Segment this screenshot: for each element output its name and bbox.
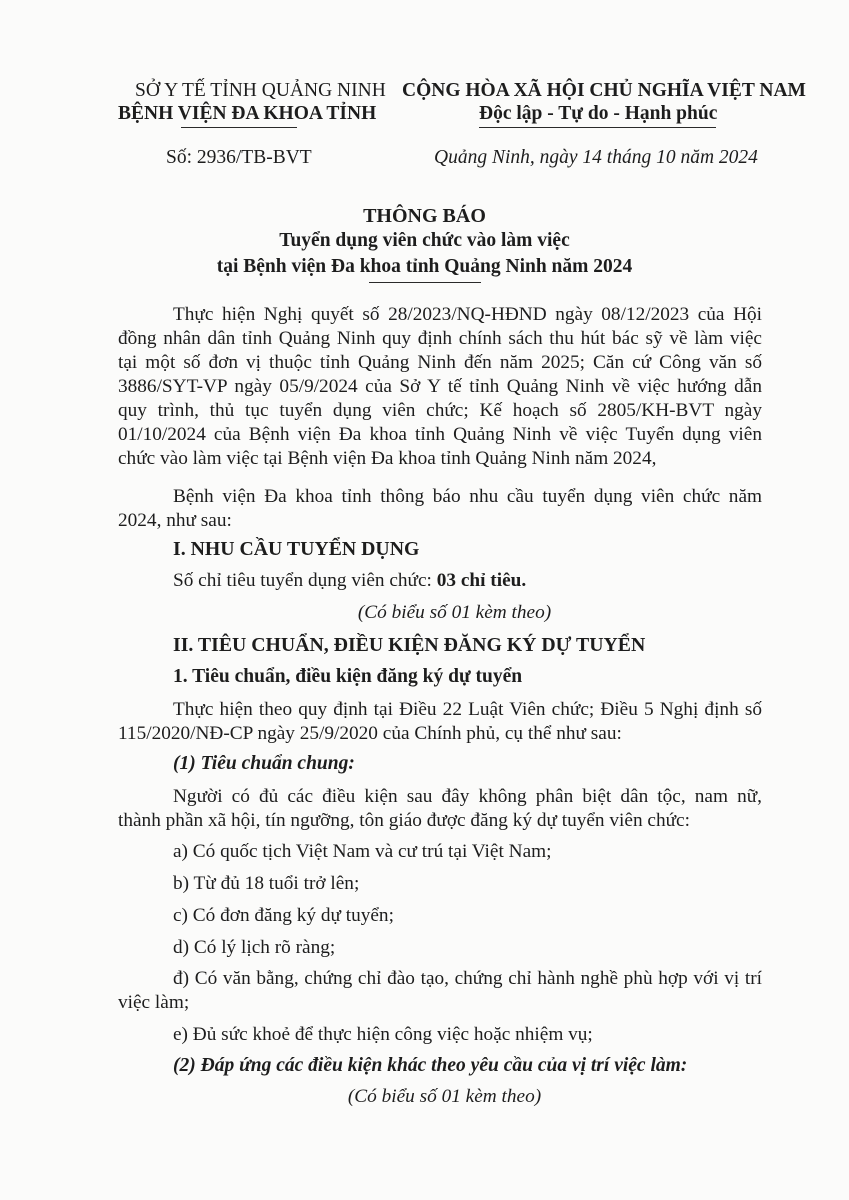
criteria-item: c) Có đơn đăng ký dự tuyển; <box>173 905 394 926</box>
intro-line: Bệnh viện Đa khoa tỉnh thông báo nhu cầu tuyển dụng viên chức năm <box>173 486 762 507</box>
intro-line: đồng nhân dân tỉnh Quảng Ninh quy định chính sách thu hút bác sỹ về làm việc <box>118 328 762 349</box>
criteria-item: b) Từ đủ 18 tuổi trở lên; <box>173 873 360 894</box>
document-title: THÔNG BÁO <box>363 205 486 227</box>
other-criteria-note: (Có biểu số 01 kèm theo) <box>347 1086 542 1107</box>
criteria-item: đ) Có văn bằng, chứng chỉ đào tạo, chứng chỉ hành nghề phù hợp với vị trí <box>173 968 762 989</box>
section-2-text: 115/2020/NĐ-CP ngày 25/9/2020 của Chính phủ, cụ thể như sau: <box>118 723 622 744</box>
title-underline <box>369 282 481 283</box>
other-criteria-title: (2) Đáp ứng các điều kiện khác theo yêu cầu của vị trí việc làm: <box>173 1055 688 1076</box>
intro-line: 3886/SYT-VP ngày 05/9/2024 của Sở Y tế tỉnh Quảng Ninh về việc hướng dẫn <box>118 376 762 397</box>
quota-label: Số chỉ tiêu tuyển dụng viên chức: <box>173 570 437 591</box>
section-1-heading: I. NHU CẦU TUYỂN DỤNG <box>173 538 420 560</box>
general-criteria-text: thành phần xã hội, tín ngưỡng, tôn giáo được đăng ký dự tuyển viên chức: <box>118 810 690 831</box>
section-2-subheading: 1. Tiêu chuẩn, điều kiện đăng ký dự tuyển <box>173 666 523 687</box>
intro-line: tại một số đơn vị thuộc tỉnh Quảng Ninh đến năm 2025; Căn cứ Công văn số <box>118 352 762 373</box>
quota-value: 03 chỉ tiêu. <box>436 570 527 591</box>
motto-underline <box>479 127 716 128</box>
section-2-text: Thực hiện theo quy định tại Điều 22 Luật Viên chức; Điều 5 Nghị định số <box>173 699 762 720</box>
document-subtitle-1: Tuyển dụng viên chức vào làm việc <box>279 230 570 251</box>
document-subtitle-2: tại Bệnh viện Đa khoa tỉnh Quảng Ninh năm 2024 <box>216 256 633 277</box>
intro-line: chức vào làm việc tại Bệnh viện Đa khoa tỉnh Quảng Ninh năm 2024, <box>118 448 657 469</box>
document-number: Số: 2936/TB-BVT <box>166 147 312 168</box>
quota-line <box>173 570 526 592</box>
criteria-item: d) Có lý lịch rõ ràng; <box>173 937 336 958</box>
general-criteria-text: Người có đủ các điều kiện sau đây không phân biệt dân tộc, nam nữ, <box>173 786 762 807</box>
organization-name: BỆNH VIỆN ĐA KHOA TỈNH <box>118 103 377 124</box>
organization-underline <box>181 127 297 128</box>
criteria-item: e) Đủ sức khoẻ để thực hiện công việc hoặc nhiệm vụ; <box>173 1024 593 1045</box>
place-date: Quảng Ninh, ngày 14 tháng 10 năm 2024 <box>434 147 758 168</box>
criteria-item: việc làm; <box>118 992 190 1013</box>
intro-line: Thực hiện Nghị quyết số 28/2023/NQ-HĐND ngày 08/12/2023 của Hội <box>173 304 762 325</box>
national-title: CỘNG HÒA XÃ HỘI CHỦ NGHĨA VIỆT NAM <box>402 80 806 101</box>
criteria-item: a) Có quốc tịch Việt Nam và cư trú tại Việt Nam; <box>173 841 552 862</box>
section-1-note: (Có biểu số 01 kèm theo) <box>357 602 552 623</box>
intro-line: 01/10/2024 của Bệnh viện Đa khoa tỉnh Quảng Ninh về việc Tuyển dụng viên <box>118 424 762 445</box>
general-criteria-title: (1) Tiêu chuẩn chung: <box>173 753 355 774</box>
intro-line: quy trình, thủ tục tuyển dụng viên chức; Kế hoạch số 2805/KH-BVT ngày <box>118 400 762 421</box>
agency-name: SỞ Y TẾ TỈNH QUẢNG NINH <box>135 80 386 101</box>
intro-line: 2024, như sau: <box>118 510 232 531</box>
national-motto: Độc lập - Tự do - Hạnh phúc <box>479 103 718 124</box>
section-2-heading: II. TIÊU CHUẨN, ĐIỀU KIỆN ĐĂNG KÝ DỰ TUYỂN <box>173 634 646 656</box>
